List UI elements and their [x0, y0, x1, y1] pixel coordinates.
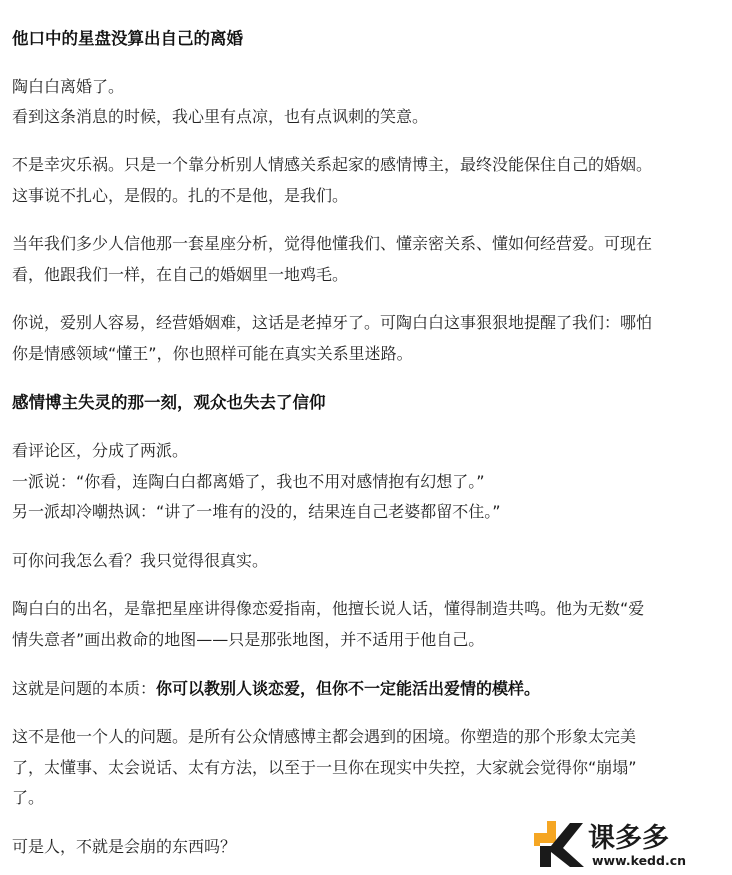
paragraph-line: 了，太懂事、太会说话、太有方法，以至于一旦你在现实中失控，大家就会觉得你“崩塌”: [12, 758, 637, 777]
paragraph-line: 你是情感领域“懂王”，你也照样可能在真实关系里迷路。: [12, 344, 413, 363]
paragraph-line: 陶白白离婚了。: [12, 77, 125, 96]
paragraph-line: 这事说不扎心，是假的。扎的不是他，是我们。: [12, 186, 349, 205]
paragraph-line: 这不是他一个人的问题。是所有公众情感博主都会遇到的困境。你塑造的那个形象太完美: [12, 727, 637, 746]
logo-k-dark-stem: [540, 846, 551, 867]
paragraph-line: 看，他跟我们一样，在自己的婚姻里一地鸡毛。: [12, 265, 349, 284]
paragraph-line: 看到这条消息的时候，我心里有点凉，也有点讽刺的笑意。: [12, 107, 429, 126]
paragraph-line: [12, 677, 540, 701]
paragraph-line: 陶白白的出名，是靠把星座讲得像恋爱指南，他擅长说人话，懂得制造共鸣。他为无数“爱: [12, 599, 645, 618]
paragraph-text: 这就是问题的本质：: [12, 679, 157, 698]
logo-k-orange-shape: [534, 821, 556, 846]
watermark-logo: [532, 815, 728, 871]
paragraph-line: 可是人，不就是会崩的东西吗？: [12, 837, 237, 856]
section-heading: 感情博主失灵的那一刻，观众也失去了信仰: [12, 393, 326, 412]
logo-brand-text: 课多多: [588, 823, 669, 854]
paragraph-line: 不是幸灾乐祸。只是一个靠分析别人情感关系起家的感情博主，最终没能保住自己的婚姻。: [12, 155, 653, 174]
paragraph-line: 可你问我怎么看？我只觉得很真实。: [12, 551, 269, 570]
paragraph-line: 当年我们多少人信他那一套星座分析，觉得他懂我们、懂亲密关系、懂如何经营爱。可现在: [12, 234, 653, 253]
logo-url-text: www.kedd.cn: [592, 853, 687, 868]
kedd-logo-icon: [532, 815, 728, 871]
emphasis-text: 你可以教别人谈恋爱，但你不一定能活出爱情的模样。: [156, 679, 541, 698]
paragraph-line: 你说，爱别人容易，经营婚姻难，这话是老掉牙了。可陶白白这事狠狠地提醒了我们：哪怕: [12, 313, 653, 332]
paragraph-line: 看评论区，分成了两派。: [12, 441, 189, 460]
paragraph-line: 情失意者”画出救命的地图——只是那张地图，并不适用于他自己。: [12, 630, 485, 649]
paragraph-line: 一派说：“你看，连陶白白都离婚了，我也不用对感情抱有幻想了。”: [12, 472, 485, 491]
paragraph-line: 了。: [12, 788, 45, 807]
paragraph-line: 另一派却冷嘲热讽：“讲了一堆有的没的，结果连自己老婆都留不住。”: [12, 502, 501, 521]
section-heading: 他口中的星盘没算出自己的离婚: [12, 29, 243, 48]
